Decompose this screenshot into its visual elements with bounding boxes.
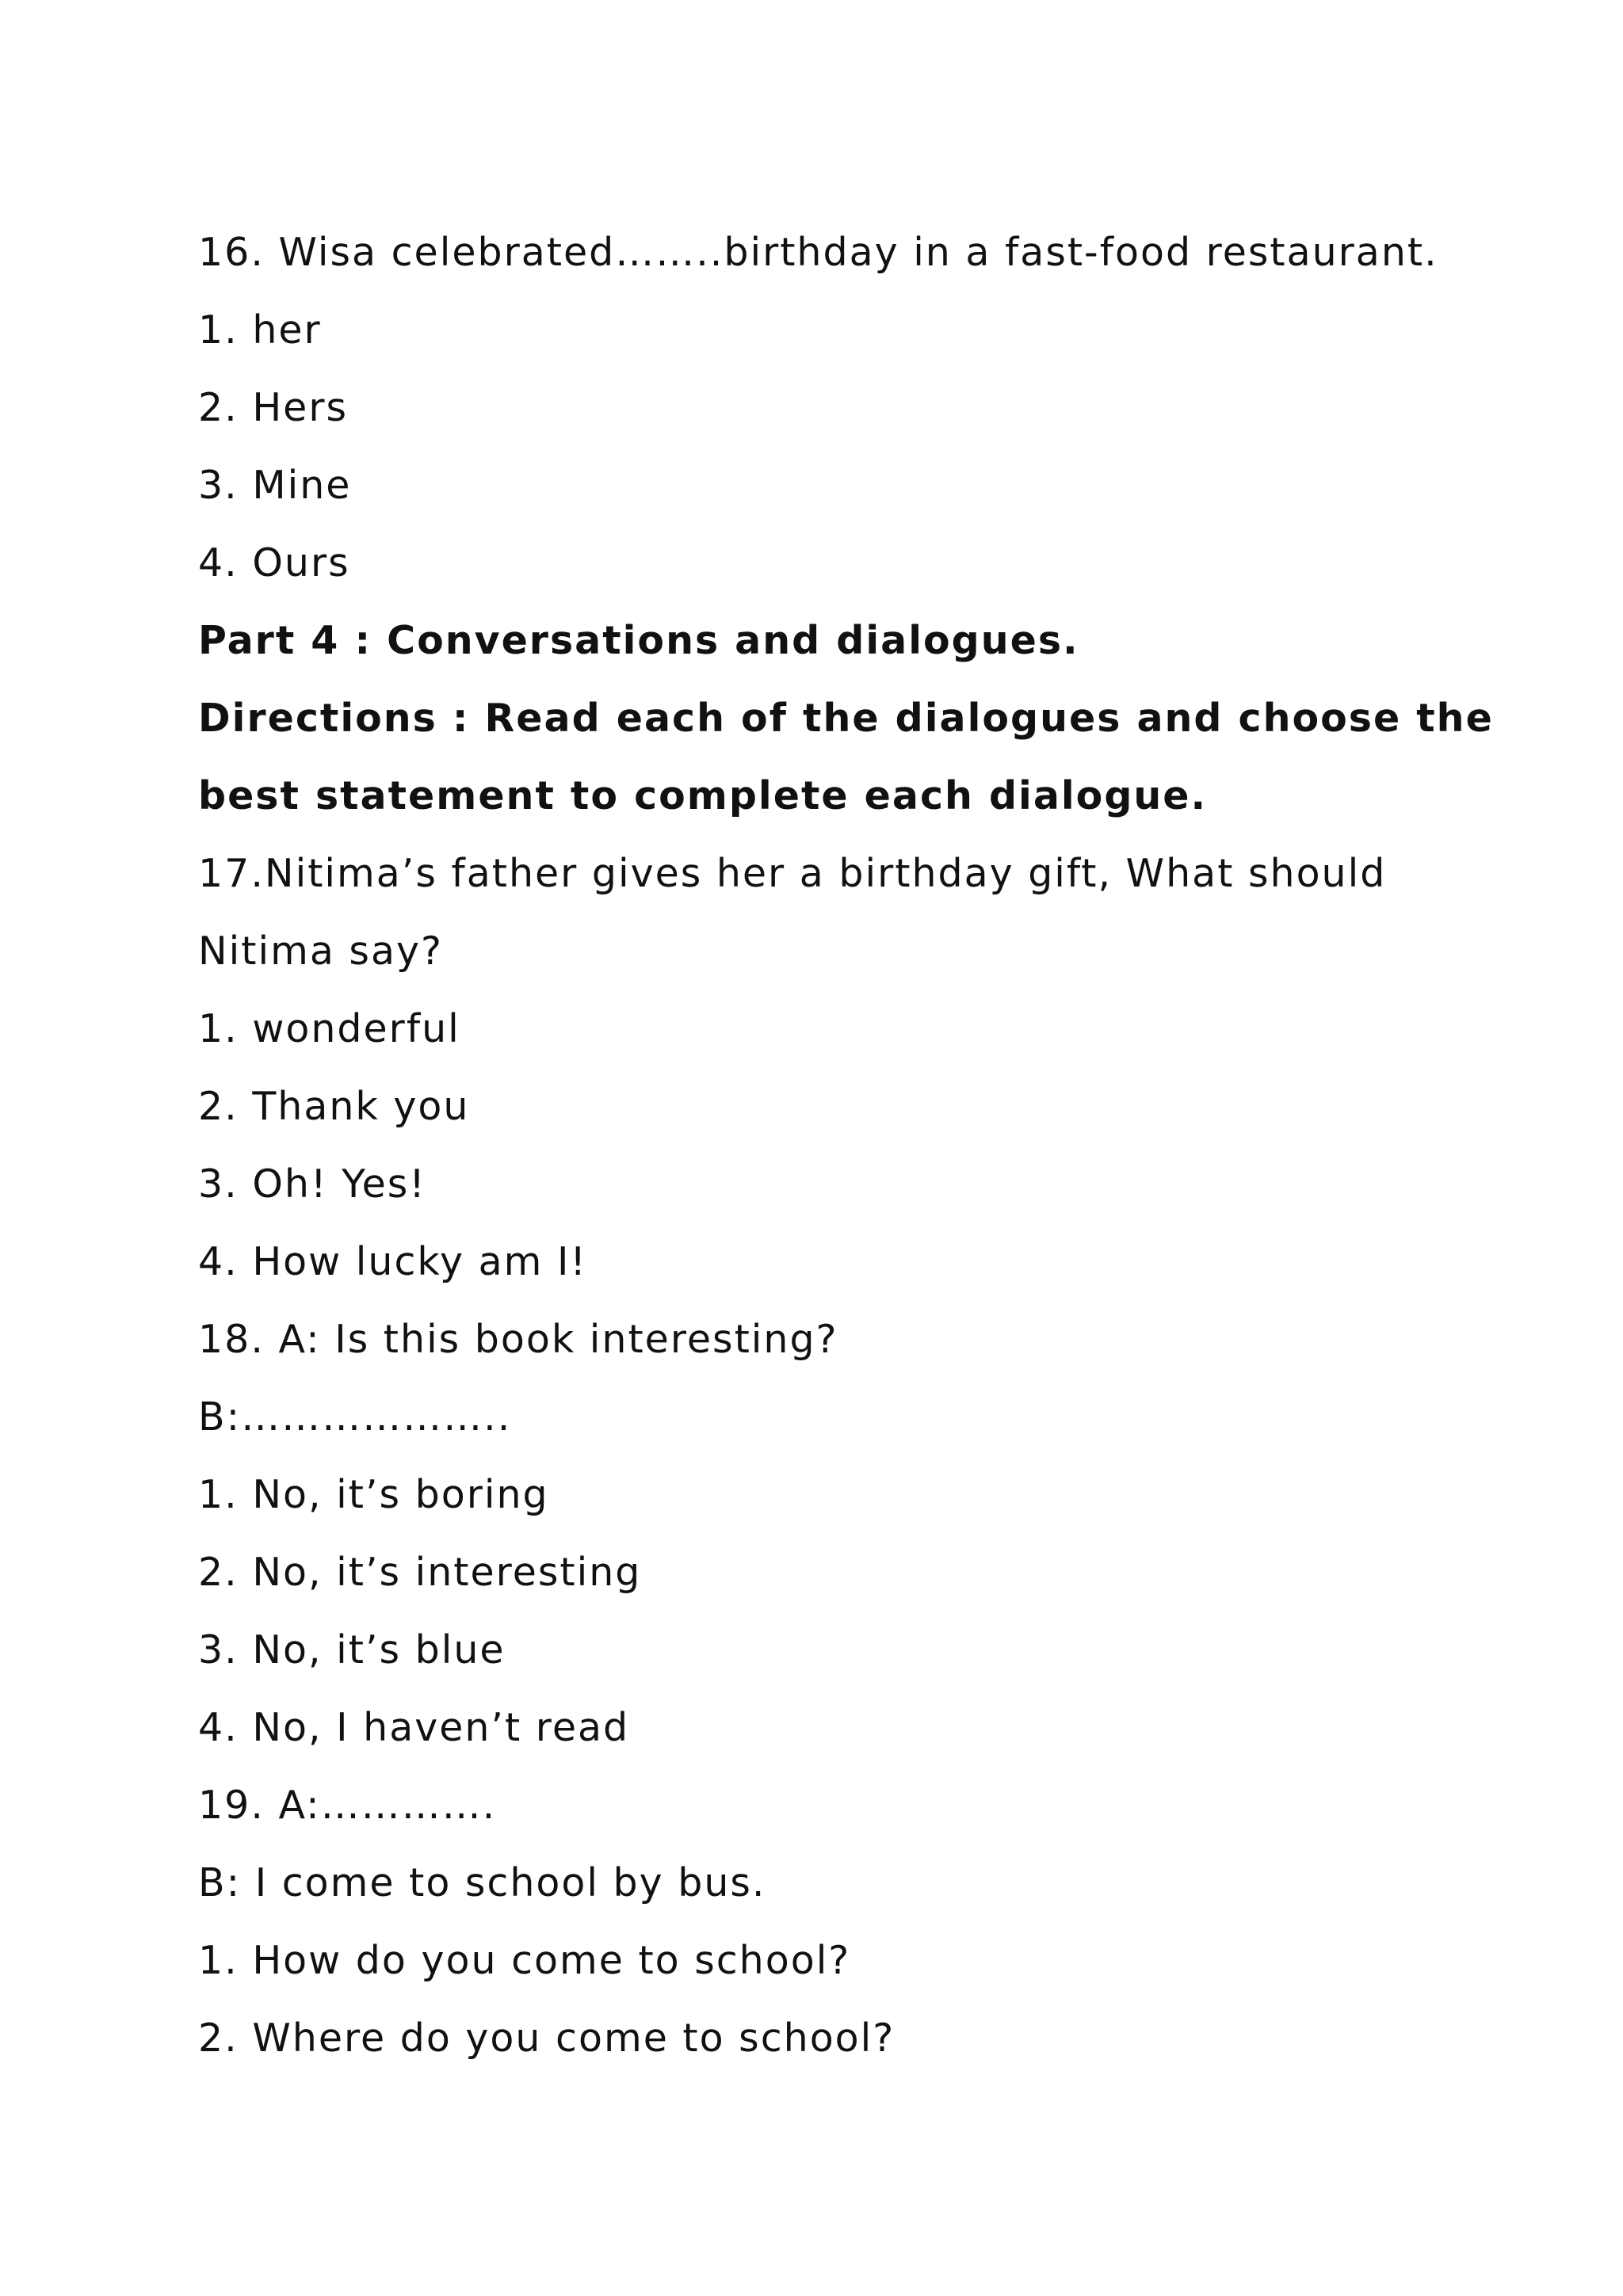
q18-option-1: 1. No, it’s boring <box>198 1472 549 1517</box>
q18-option-2: 2. No, it’s interesting <box>198 1550 642 1595</box>
question-17-line-1: 17.Nitima’s father gives her a birthday gift, What should <box>198 851 1387 896</box>
q16-option-2: 2. Hers <box>198 385 348 430</box>
q19-option-1: 1. How do you come to school? <box>198 1938 851 1983</box>
q16-option-3: 3. Mine <box>198 463 352 508</box>
question-18-a: 18. A: Is this book interesting? <box>198 1317 838 1362</box>
question-19-a: 19. A:…………. <box>198 1783 497 1828</box>
q17-option-3: 3. Oh! Yes! <box>198 1161 426 1207</box>
q18-option-3: 3. No, it’s blue <box>198 1627 506 1672</box>
q16-option-4: 4. Ours <box>198 540 350 585</box>
directions-line-1: Directions : Read each of the dialogues and choose the <box>198 696 1494 741</box>
directions-line-2: best statement to complete each dialogue. <box>198 773 1208 818</box>
q17-option-2: 2. Thank you <box>198 1084 470 1129</box>
document-page <box>198 214 1545 2077</box>
question-16: 16. Wisa celebrated……..birthday in a fast-food restaurant. <box>198 230 1438 275</box>
question-17-line-2: Nitima say? <box>198 929 443 974</box>
part-4-heading: Part 4 : Conversations and dialogues. <box>198 618 1079 663</box>
q19-option-2: 2. Where do you come to school? <box>198 2016 896 2061</box>
question-19-b: B: I come to school by bus. <box>198 1860 766 1905</box>
q16-option-1: 1. her <box>198 307 322 353</box>
question-18-b: B:……………….. <box>198 1394 512 1440</box>
q18-option-4: 4. No, I haven’t read <box>198 1705 630 1750</box>
q17-option-1: 1. wonderful <box>198 1006 460 1051</box>
q17-option-4: 4. How lucky am I! <box>198 1239 588 1284</box>
